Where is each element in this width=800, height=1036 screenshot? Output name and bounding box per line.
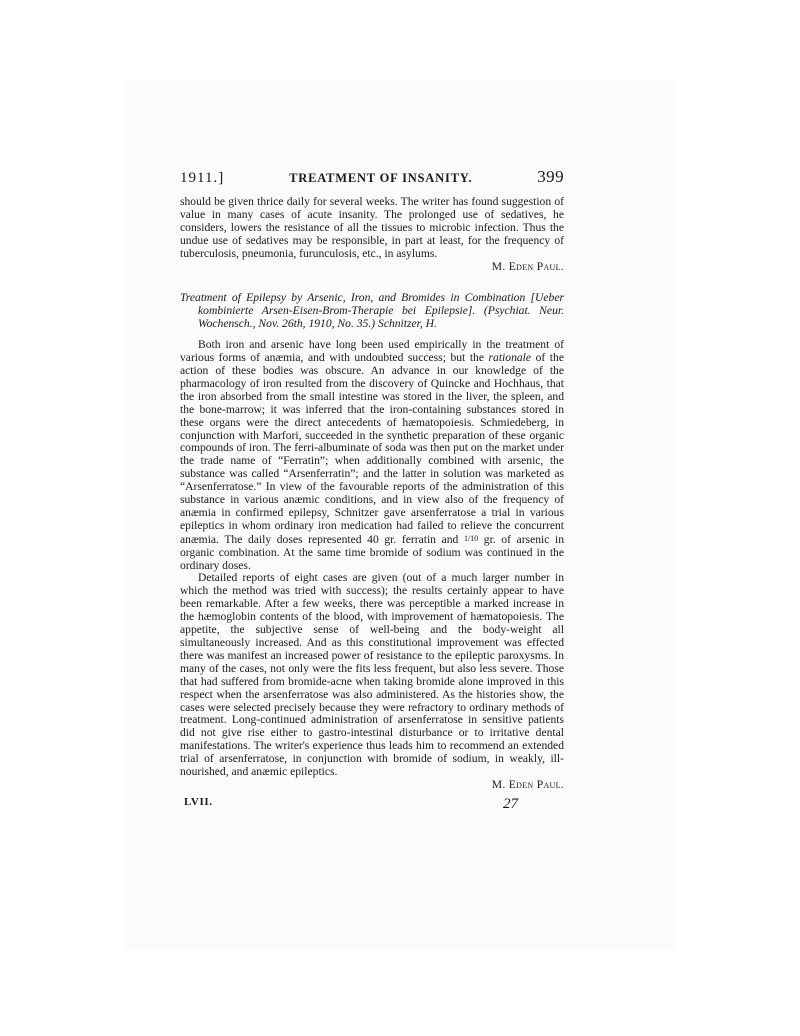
page-number: 399: [537, 167, 564, 186]
signature-mark: 27: [503, 795, 518, 812]
header-title: TREATMENT OF INSANITY.: [289, 171, 473, 185]
entry-author: Schnitzer, H.: [378, 317, 437, 331]
entry-title: Treatment of Epilepsy by Arsenic, Iron, and Bromides in Combination [Ueber kombinierte Arsen-Eisen-Brom-Therapie bei Epilepsie]. (Psychiat. Neur. Wochensch., Nov. 26th, 1910, No. 35.): [180, 291, 564, 331]
page-footer: [180, 796, 564, 813]
volume-number: LVII.: [184, 795, 213, 808]
continuation-paragraph: should be given thrice daily for several weeks. The writer has found suggestion of value in many cases of acute insanity. The prolonged use of sedatives, he considers, lowers the resistance of all the tissues to microbic infection. Thus the undue use of sedatives may be responsible, in part at least, for the frequency of tuberculosis, pneumonia, furunculosis, etc., in asylums.: [180, 195, 564, 260]
entry-paragraph-1: Both iron and arsenic have long been used empirically in the treatment of various forms of anæmia, and with undoubted success; but the rationale of the action of these bodies was obscure. An advance in our knowledge of the pharmacology of iron resulted from the discovery of Quincke and Hochhaus, that the iron absorbed from the small intestine was stored in the liver, the spleen, and the bone-marrow; it was inferred that the iron-containing substances stored in these organs were the direct antecedents of hæmatopoiesis. Schmiedeberg, in conjunction with Marfori, succeeded in the synthetic preparation of these organic compounds of iron. The ferri-albuminate of soda was then put on the market under the trade name of “Ferratin”; when additionally combined with arsenic, the substance was called “Arsenferratin”; and the latter in solution was marketed as “Arsenferratose.” In view of the favourable reports of the administration of this substance in various anæmic conditions, and in view also of the frequency of anæmia in confirmed epilepsy, Schnitzer gave arsenferratose a trial in various epileptics in whom ordinary iron medication had failed to relieve the concurrent anæmia. The daily doses represented 40 gr. ferratin and 1/10 gr. of arsenic in organic combination. At the same time bromide of sodium was continued in the ordinary doses.: [180, 338, 565, 572]
rationale-word: rationale: [488, 351, 532, 365]
running-head: [180, 167, 564, 187]
entry-paragraph-2: Detailed reports of eight cases are given (out of a much larger number in which the method was tried with success); the results certainly appear to have been remarkable. After a few weeks, there was perceptible a marked increase in the hæmoglobin contents of the blood, with improvement of hæmatopoiesis. The appetite, the subjective sense of well-being and the body-weight all simultaneously increased. And as this constitutional improvement was effected there was manifest an increased power of resistance to the epileptic paroxysms. In many of the cases, not only were the fits less frequent, but also less severe. Those that had suffered from bromide-acne when taking bromide alone improved in this respect when the arsenferratose was also administered. As the histories show, the cases were selected precisely because they were refractory to ordinary methods of treatment. Long-continued administration of arsenferratose in sensitive patients did not give rise either to gastro-intestinal disturbance or to irritative dental manifestations. The writer's experience thus leads him to recommend an extended trial of arsenferratose, in conjunction with bromide of sodium, in weakly, ill-nourished, and anæmic epileptics.: [180, 571, 564, 779]
fraction: 1/10: [463, 533, 479, 543]
header-year: 1911.]: [180, 170, 225, 186]
continuation-signature: M. Eden Paul.: [491, 259, 564, 273]
page-content: [180, 167, 564, 813]
entry-heading: [180, 292, 564, 331]
entry-signature: M. Eden Paul.: [491, 777, 564, 791]
